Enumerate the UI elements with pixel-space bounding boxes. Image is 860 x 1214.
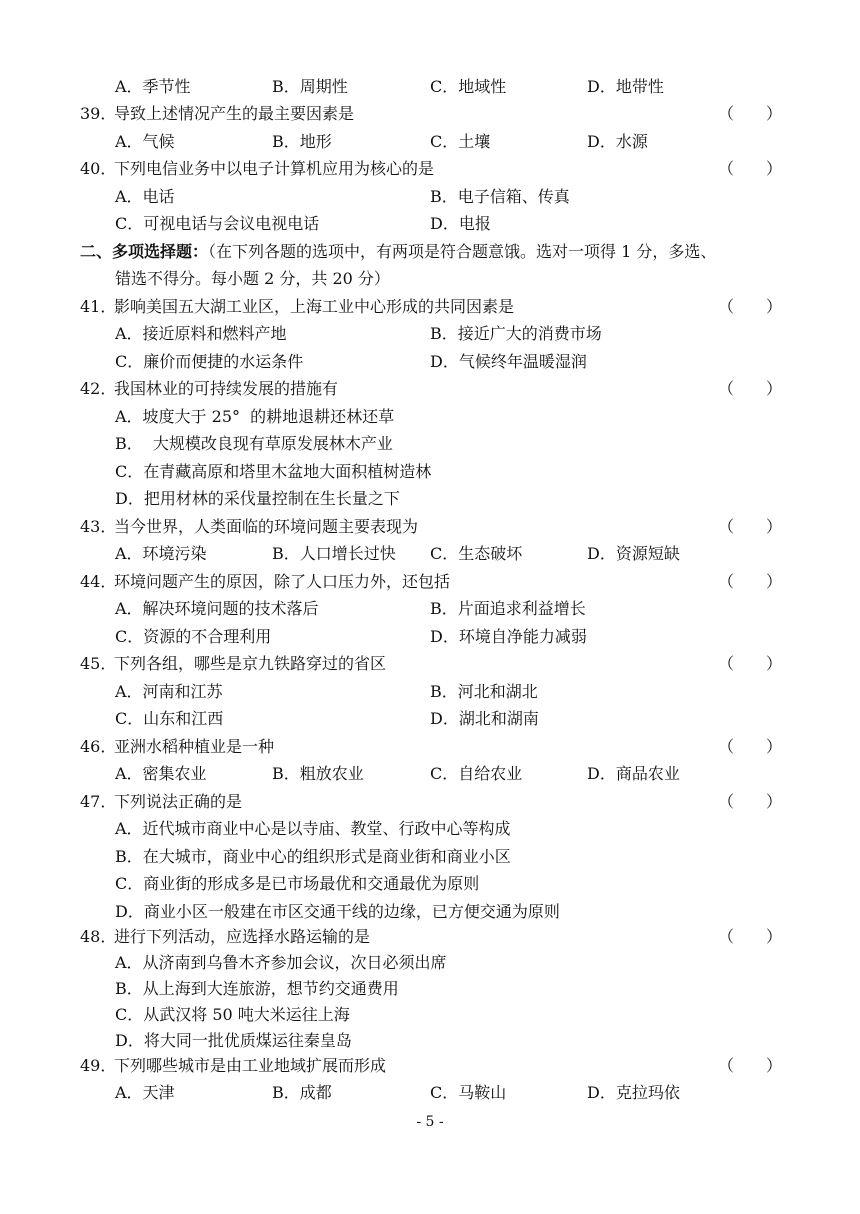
option-d: D．将大同一批优质煤运往秦皇岛 <box>115 1031 352 1050</box>
option-d: D．商业小区一般建在市区交通干线的边缘，已方便交通为原则 <box>115 902 560 921</box>
question-number: 41． <box>80 297 117 316</box>
question-number: 48． <box>80 927 117 946</box>
question-46 <box>80 736 274 758</box>
question-number: 43． <box>80 517 117 536</box>
option-c: C．可视电话与会议电视电话 <box>115 214 320 233</box>
answer-blank: （ ） <box>718 297 783 316</box>
question-number: 42． <box>80 379 117 398</box>
question-number: 45． <box>80 654 117 673</box>
question-text: 进行下列活动，应选择水路运输的是 <box>114 927 371 946</box>
option-a: A．天津 <box>115 1083 175 1102</box>
question-40 <box>80 158 434 180</box>
question-43 <box>80 516 418 538</box>
option-d: D．资源短缺 <box>587 544 680 563</box>
option-b: B．粗放农业 <box>272 764 364 783</box>
answer-blank: （ ） <box>718 379 783 398</box>
option-c: C．廉价而便捷的水运条件 <box>115 352 304 371</box>
option-c: C．山东和江西 <box>115 709 224 728</box>
answer-blank: （ ） <box>718 792 783 811</box>
question-text: 我国林业的可持续发展的措施有 <box>114 379 339 398</box>
option-d: D．地带性 <box>587 77 664 96</box>
question-49 <box>80 1055 386 1077</box>
option-d: D．把用材林的采伐量控制在生长量之下 <box>115 489 400 508</box>
option-d: D．环境自净能力减弱 <box>430 627 587 646</box>
option-b: B．河北和湖北 <box>430 682 538 701</box>
option-b: B． 大规模改良现有草原发展林木产业 <box>115 434 393 453</box>
option-a: A．近代城市商业中心是以寺庙、教堂、行政中心等构成 <box>115 819 511 838</box>
question-text: 导致上述情况产生的最主要因素是 <box>114 104 355 123</box>
question-number: 40． <box>80 159 117 178</box>
option-d: D．水源 <box>587 132 648 151</box>
option-b: B．在大城市，商业中心的组织形式是商业街和商业小区 <box>115 847 511 866</box>
question-text: 下列说法正确的是 <box>114 792 243 811</box>
question-text: 亚洲水稻种植业是一种 <box>114 737 275 756</box>
question-48 <box>80 926 370 948</box>
option-c: C．自给农业 <box>430 764 523 783</box>
question-39 <box>80 103 354 125</box>
question-number: 39． <box>80 104 117 123</box>
option-d: D．气候终年温暖湿润 <box>430 352 587 371</box>
question-45 <box>80 653 386 675</box>
section-heading <box>80 241 716 263</box>
option-a: A．坡度大于 25° 的耕地退耕还林还草 <box>115 407 395 426</box>
answer-blank: （ ） <box>718 927 783 946</box>
section-title: 二、多项选择题： <box>80 242 209 261</box>
option-c: C．生态破坏 <box>430 544 523 563</box>
option-b: B．电子信箱、传真 <box>430 187 570 206</box>
option-c: C．资源的不合理利用 <box>115 627 272 646</box>
option-d: D．电报 <box>430 214 491 233</box>
question-number: 46． <box>80 737 117 756</box>
answer-blank: （ ） <box>718 104 783 123</box>
question-47 <box>80 791 242 813</box>
question-text: 环境问题产生的原因，除了人口压力外，还包括 <box>114 572 451 591</box>
option-b: B．周期性 <box>272 77 348 96</box>
question-number: 47． <box>80 792 117 811</box>
option-a: A．密集农业 <box>115 764 207 783</box>
question-text: 当今世界，人类面临的环境问题主要表现为 <box>114 517 419 536</box>
option-b: B．人口增长过快 <box>272 544 396 563</box>
question-42 <box>80 378 338 400</box>
option-a: A．环境污染 <box>115 544 207 563</box>
option-a: A．解决环境问题的技术落后 <box>115 599 319 618</box>
option-b: B．地形 <box>272 132 332 151</box>
option-a: A．接近原料和燃料产地 <box>115 324 287 343</box>
option-d: D．湖北和湖南 <box>430 709 539 728</box>
page-number: - 5 - <box>416 1114 444 1130</box>
answer-blank: （ ） <box>718 517 783 536</box>
answer-blank: （ ） <box>718 654 783 673</box>
option-a: A．季节性 <box>115 77 191 96</box>
section-instruction: （在下列各题的选项中，有两项是符合题意饿。选对一项得 1 分，多选、 <box>208 242 717 261</box>
option-d: D．商品农业 <box>587 764 680 783</box>
option-a: A．从济南到乌鲁木齐参加会议，次日必须出席 <box>115 953 447 972</box>
answer-blank: （ ） <box>718 737 783 756</box>
option-c: C．土壤 <box>430 132 491 151</box>
question-44 <box>80 571 450 593</box>
question-number: 44． <box>80 572 117 591</box>
question-41 <box>80 296 514 318</box>
option-c: C．商业街的形成多是已市场最优和交通最优为原则 <box>115 874 480 893</box>
section-instruction-cont: 错选不得分。每小题 2 分，共 20 分） <box>115 269 390 288</box>
option-c: C．从武汉将 50 吨大米运往上海 <box>115 1005 350 1024</box>
answer-blank: （ ） <box>718 572 783 591</box>
option-b: B．从上海到大连旅游，想节约交通费用 <box>115 979 399 998</box>
option-a: A．气候 <box>115 132 175 151</box>
option-d: D．克拉玛依 <box>587 1083 680 1102</box>
question-text: 下列各组，哪些是京九铁路穿过的省区 <box>114 654 387 673</box>
option-b: B．接近广大的消费市场 <box>430 324 602 343</box>
option-b: B．成都 <box>272 1083 332 1102</box>
option-a: A．河南和江苏 <box>115 682 223 701</box>
question-text: 下列哪些城市是由工业地域扩展而形成 <box>114 1056 387 1075</box>
option-c: C．地域性 <box>430 77 507 96</box>
option-c: C．马鞍山 <box>430 1083 507 1102</box>
question-number: 49． <box>80 1056 117 1075</box>
option-c: C．在青藏高原和塔里木盆地大面积植树造林 <box>115 462 432 481</box>
question-text: 影响美国五大湖工业区，上海工业中心形成的共同因素是 <box>114 297 515 316</box>
answer-blank: （ ） <box>718 1056 783 1075</box>
question-text: 下列电信业务中以电子计算机应用为核心的是 <box>114 159 435 178</box>
option-a: A．电话 <box>115 187 175 206</box>
answer-blank: （ ） <box>718 159 783 178</box>
option-b: B．片面追求利益增长 <box>430 599 586 618</box>
